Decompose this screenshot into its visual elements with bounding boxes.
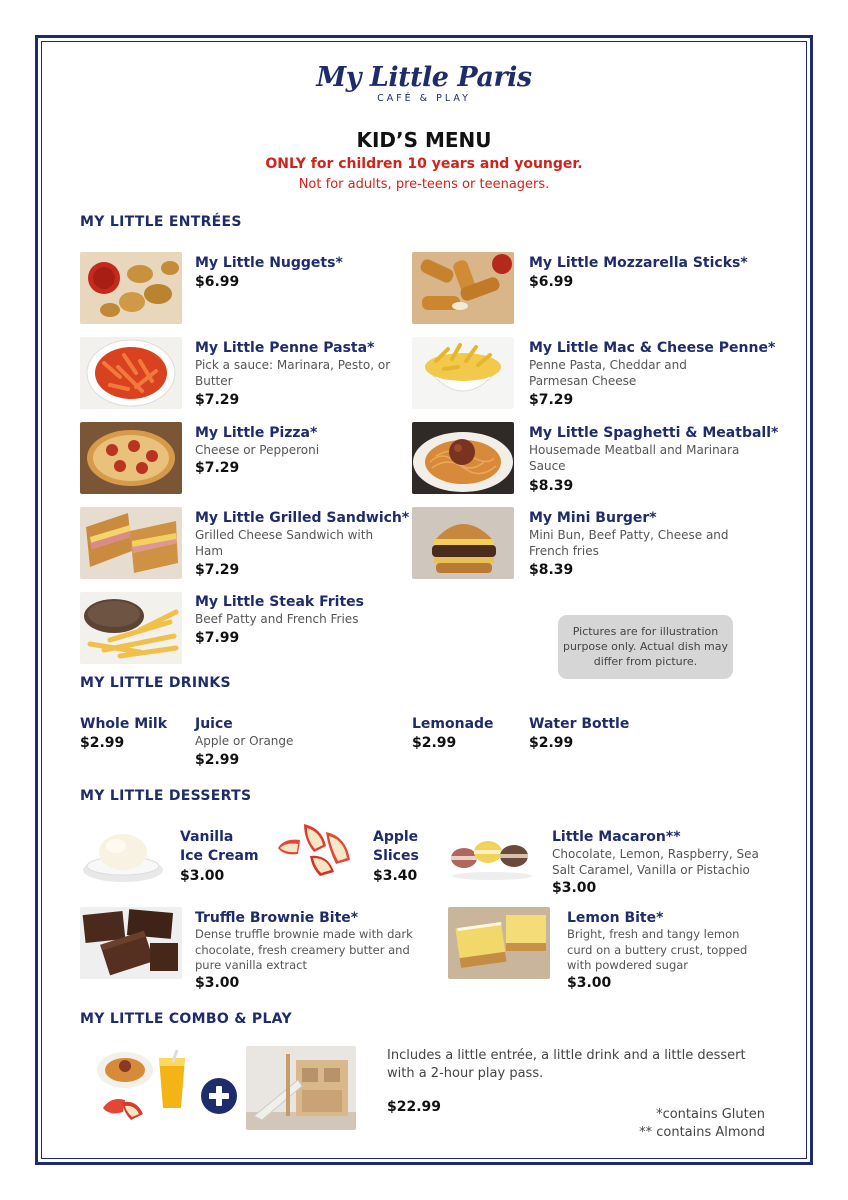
mozzarella-sticks-price: $6.99 <box>529 274 574 290</box>
pizza-name: My Little Pizza* <box>195 425 318 441</box>
steak-frites-desc: Beef Patty and French Fries <box>195 612 359 626</box>
macaron-name: Little Macaron** <box>552 829 681 845</box>
brownie-name: Truffle Brownie Bite* <box>195 910 359 926</box>
grilled-sandwich-desc: Grilled Cheese Sandwich with Ham <box>195 528 374 558</box>
grilled-sandwich-name: My Little Grilled Sandwich* <box>195 510 410 526</box>
mac-and-cheese-desc: Penne Pasta, Cheddar and Parmesan Cheese <box>529 358 687 388</box>
spaghetti-meatball-desc: Housemade Meatball and Marinara Sauce <box>529 443 740 473</box>
mac-and-cheese-price: $7.29 <box>529 392 574 408</box>
play-area-image <box>246 1046 356 1130</box>
penne-pasta-price: $7.29 <box>195 392 240 408</box>
age-restriction-note: Not for adults, pre-teens or teenagers. <box>298 177 550 192</box>
combo-price: $22.99 <box>387 1099 442 1115</box>
section-desserts-heading: MY LITTLE DESSERTS <box>80 788 252 804</box>
gluten-footnote: *contains Gluten <box>656 1107 765 1122</box>
almond-footnote: ** contains Almond <box>639 1125 765 1140</box>
logo-subtitle: CAFÉ & PLAY <box>377 93 471 104</box>
lemon-bite-price: $3.00 <box>567 975 612 991</box>
ice-cream-price: $3.00 <box>180 868 225 884</box>
water-bottle-price: $2.99 <box>529 735 574 751</box>
water-bottle-name: Water Bottle <box>529 716 630 732</box>
brownie-image <box>80 907 182 979</box>
section-entrees-heading: MY LITTLE ENTRÉES <box>80 214 242 230</box>
penne-pasta-name: My Little Penne Pasta* <box>195 340 375 356</box>
illustration-note: Pictures are for illustration purpose only. Actual dish may differ from picture. <box>558 615 733 679</box>
mac-and-cheese-name: My Little Mac & Cheese Penne* <box>529 340 776 356</box>
steak-frites-price: $7.99 <box>195 630 240 646</box>
pizza-desc: Cheese or Pepperoni <box>195 443 320 457</box>
ice-cream-image <box>80 822 166 888</box>
spaghetti-meatball-name: My Little Spaghetti & Meatball* <box>529 425 779 441</box>
apple-slices-name-line2: Slices <box>373 848 419 864</box>
grilled-sandwich-image <box>80 507 182 579</box>
macaron-image <box>448 826 536 888</box>
combo-food-image <box>95 1048 195 1128</box>
ice-cream-name-line2: Ice Cream <box>180 848 259 864</box>
ice-cream-name-line1: Vanilla <box>180 829 234 845</box>
pizza-price: $7.29 <box>195 460 240 476</box>
age-restriction: ONLY for children 10 years and younger. <box>265 156 583 172</box>
steak-frites-name: My Little Steak Frites <box>195 594 364 610</box>
apple-slices-image <box>270 818 362 880</box>
whole-milk-price: $2.99 <box>80 735 125 751</box>
nuggets-name: My Little Nuggets* <box>195 255 343 271</box>
lemon-bite-desc: Bright, fresh and tangy lemon curd on a buttery crust, topped with powdered sugar <box>567 927 748 972</box>
lemon-bite-image <box>448 907 550 979</box>
page-title: KID’S MENU <box>356 128 492 152</box>
spaghetti-meatball-price: $8.39 <box>529 478 574 494</box>
apple-slices-price: $3.40 <box>373 868 418 884</box>
mozzarella-sticks-name: My Little Mozzarella Sticks* <box>529 255 748 271</box>
juice-price: $2.99 <box>195 752 240 768</box>
apple-slices-name-line1: Apple <box>373 829 419 845</box>
pizza-image <box>80 422 182 494</box>
macaron-price: $3.00 <box>552 880 597 896</box>
mini-burger-name: My Mini Burger* <box>529 510 657 526</box>
macaron-desc: Chocolate, Lemon, Raspberry, Sea Salt Caramel, Vanilla or Pistachio <box>552 847 759 877</box>
lemonade-name: Lemonade <box>412 716 494 732</box>
logo: My Little Paris <box>316 62 532 93</box>
nuggets-image <box>80 252 182 324</box>
steak-frites-image <box>80 592 182 664</box>
nuggets-price: $6.99 <box>195 274 240 290</box>
mozzarella-sticks-image <box>412 252 514 324</box>
penne-pasta-desc: Pick a sauce: Marinara, Pesto, or Butter <box>195 358 391 388</box>
juice-desc: Apple or Orange <box>195 734 294 748</box>
penne-pasta-image <box>80 337 182 409</box>
juice-name: Juice <box>195 716 233 732</box>
section-combo-heading: MY LITTLE COMBO & PLAY <box>80 1011 292 1027</box>
mini-burger-price: $8.39 <box>529 562 574 578</box>
spaghetti-meatball-image <box>412 422 514 494</box>
whole-milk-name: Whole Milk <box>80 716 168 732</box>
section-drinks-heading: MY LITTLE DRINKS <box>80 675 231 691</box>
combo-desc: Includes a little entrée, a little drink and a little dessert with a 2-hour play pass. <box>387 1048 746 1081</box>
mini-burger-image <box>412 507 514 579</box>
lemonade-price: $2.99 <box>412 735 457 751</box>
grilled-sandwich-price: $7.29 <box>195 562 240 578</box>
lemon-bite-name: Lemon Bite* <box>567 910 664 926</box>
mac-and-cheese-image <box>412 337 514 409</box>
plus-icon <box>201 1078 237 1114</box>
mini-burger-desc: Mini Bun, Beef Patty, Cheese and French fries <box>529 528 729 558</box>
brownie-desc: Dense truffle brownie made with dark chocolate, fresh creamery butter and pure vanilla extract <box>195 927 413 972</box>
brownie-price: $3.00 <box>195 975 240 991</box>
